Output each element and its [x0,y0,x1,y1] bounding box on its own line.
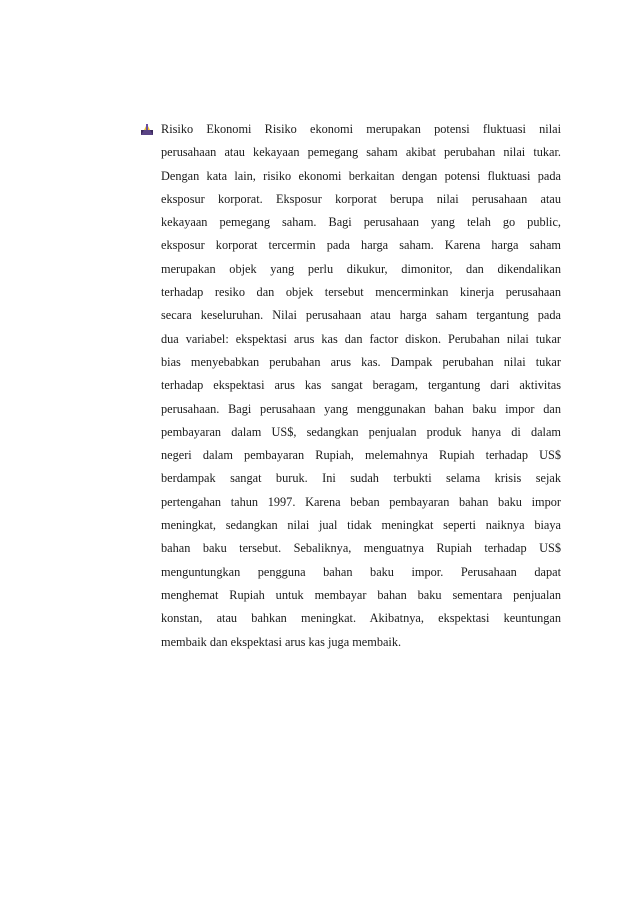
paragraph-line: Risiko Ekonomi Risiko ekonomi merupakan potensi fluktuasi nilai [161,122,561,136]
paragraph-line: kekayaan pemegang saham. Bagi perusahaan yang telah go public, [161,215,561,230]
paragraph-line: pembayaran dalam US$, sedangkan penjualan produk hanya di dalam [161,424,561,439]
paragraph-line: dua variabel: ekspektasi arus kas dan factor diskon. Perubahan nilai tukar [161,331,561,346]
paragraph-line: terhadap resiko dan objek tersebut mencerminkan kinerja perusahaan [161,285,561,300]
bullet-arrow-graphic [141,123,153,135]
paragraph-line: eksposur korporat tercermin pada harga saham. Karena harga saham [161,238,561,253]
paragraph-line: eksposur korporat. Eksposur korporat berupa nilai perusahaan atau [161,191,561,206]
paragraph-line: negeri dalam pembayaran Rupiah, melemahnya Rupiah terhadap US$ [161,448,561,463]
paragraph-line: terhadap ekspektasi arus kas sangat beragam, tergantung dari aktivitas [161,378,561,393]
paragraph-line: menguntungkan pengguna bahan baku impor. Perusahaan dapat [161,564,561,579]
paragraph-line: pertengahan tahun 1997. Karena beban pembayaran bahan baku impor [161,494,561,509]
paragraph-line: Dengan kata lain, risiko ekonomi berkaitan dengan potensi fluktuasi pada [161,168,561,183]
paragraph-line: berdampak sangat buruk. Ini sudah terbukti selama krisis sejak [161,471,561,486]
paragraph-line: konstan, atau bahkan meningkat. Akibatnya, ekspektasi keuntungan [161,611,561,626]
paragraph-line: menghemat Rupiah untuk membayar bahan baku sementara penjualan [161,587,561,602]
paragraph-line: bahan baku tersebut. Sebaliknya, menguatnya Rupiah terhadap US$ [161,541,561,556]
paragraph-line: bias menyebabkan perubahan arus kas. Dampak perubahan nilai tukar [161,354,561,369]
paragraph-line: secara keseluruhan. Nilai perusahaan atau harga saham tergantung pada [161,308,561,323]
bullet-arrow-icon [141,122,153,134]
paragraph-line: merupakan objek yang perlu dikukur, dimonitor, dan dikendalikan [161,261,561,276]
paragraph-text [161,118,561,654]
paragraph-line: meningkat, sedangkan nilai jual tidak meningkat seperti naiknya biaya [161,518,561,533]
paragraph-line: perusahaan. Bagi perusahaan yang menggunakan bahan baku impor dan [161,401,561,416]
paragraph-line: perusahaan atau kekayaan pemegang saham akibat perubahan nilai tukar. [161,145,561,160]
paragraph-line: membaik dan ekspektasi arus kas juga membaik. [161,634,402,649]
